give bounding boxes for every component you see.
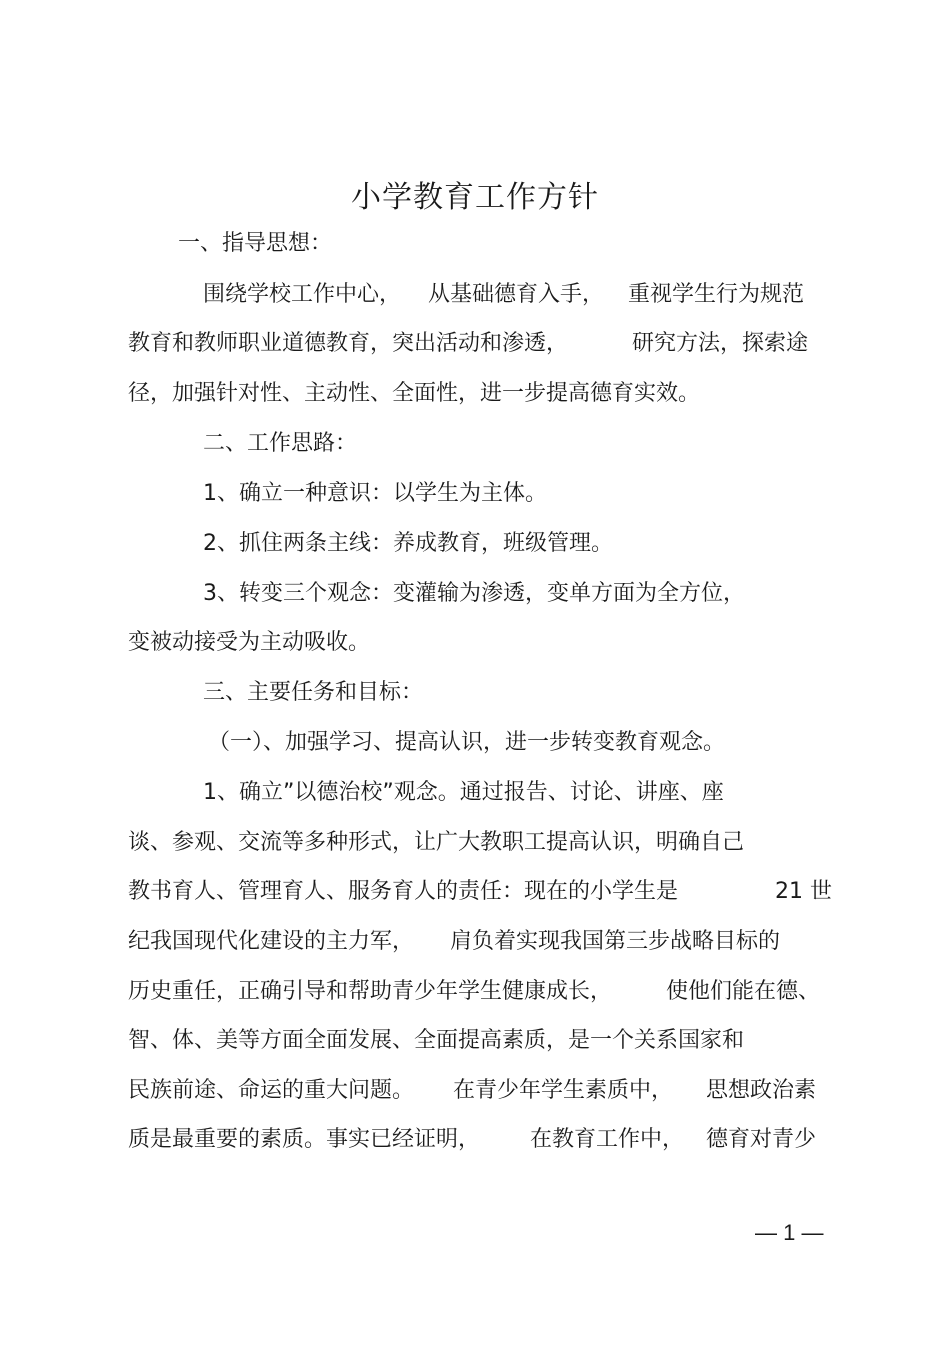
- text-segment: 思想政治素: [706, 1078, 817, 1103]
- text-segment: 肩负着实现我国第三步战略目标的: [450, 929, 781, 954]
- text-segment: 在青少年学生素质中，: [453, 1078, 674, 1103]
- text-segment: 研究方法，探索途: [632, 331, 809, 356]
- text-segment: 从基础德育入手，: [428, 282, 605, 307]
- text-segment: 径，加强针对性、主动性、全面性，进一步提高德育实效。: [128, 381, 701, 406]
- text-segment: 民族前途、命运的重大问题。: [128, 1078, 415, 1103]
- text-segment: 智、体、美等方面全面发展、全面提高素质，是一个关系国家和: [128, 1028, 745, 1053]
- text-segment: 三、主要任务和目标：: [203, 680, 424, 705]
- text-segment: （一）、加强学习、提高认识，进一步转变教育观念。: [208, 730, 726, 755]
- text-segment: 教育和教师职业道德教育，突出活动和渗透，: [128, 331, 569, 356]
- text-segment: 一、指导思想：: [178, 231, 333, 256]
- text-segment: 围绕学校工作中心，: [203, 282, 402, 307]
- text-segment: 2、抓住两条主线：养成教育，班级管理。: [203, 531, 613, 556]
- text-segment: 变被动接受为主动吸收。: [128, 630, 371, 655]
- text-segment: 使他们能在德、: [666, 979, 821, 1004]
- text-segment: 教书育人、管理育人、服务育人的责任：现在的小学生是: [128, 879, 679, 904]
- page-number: — 1 —: [755, 1220, 824, 1245]
- text-segment: 历史重任，正确引导和帮助青少年学生健康成长，: [128, 979, 613, 1004]
- text-segment: 21 世: [775, 879, 832, 904]
- text-segment: 重视学生行为规范: [628, 282, 805, 307]
- text-segment: 1、确立”以德治校”观念。通过报告、讨论、讲座、座: [203, 780, 724, 805]
- text-segment: 质是最重要的素质。事实已经证明，: [128, 1127, 481, 1152]
- text-segment: 1、确立一种意识：以学生为主体。: [203, 481, 547, 506]
- text-segment: 德育对青少: [706, 1127, 817, 1152]
- text-segment: 二、工作思路：: [203, 431, 358, 456]
- text-segment: 谈、参观、交流等多种形式，让广大教职工提高认识，明确自己: [128, 830, 745, 855]
- text-segment: 3、转变三个观念：变灌输为渗透，变单方面为全方位，: [203, 581, 745, 606]
- text-segment: 在教育工作中，: [530, 1127, 685, 1152]
- document-title: 小学教育工作方针: [351, 180, 599, 215]
- text-segment: 纪我国现代化建设的主力军，: [128, 929, 415, 954]
